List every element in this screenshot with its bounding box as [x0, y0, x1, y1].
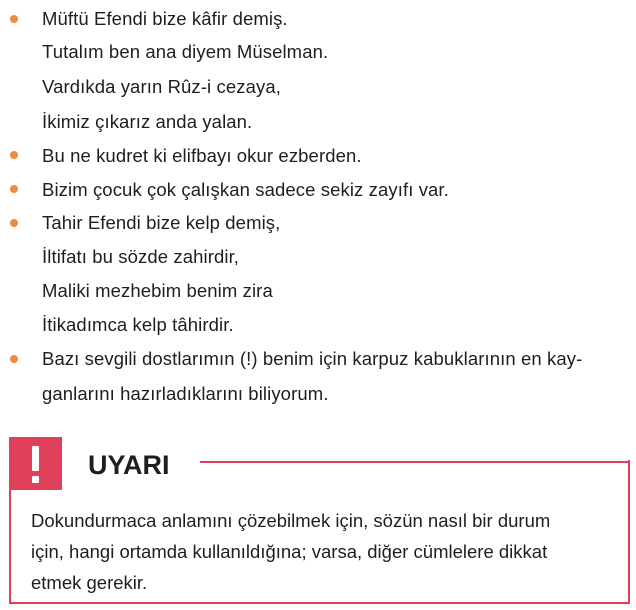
warning-title: UYARI: [88, 450, 170, 480]
exclamation-icon: [9, 437, 62, 490]
bullet-dot-icon: [10, 151, 18, 159]
verse-line: Tahir Efendi bize kelp demiş,: [42, 212, 281, 233]
bullet-dot-icon: [10, 185, 18, 193]
sentence-line: Bu ne kudret ki elifbayı okur ezberden.: [42, 145, 362, 166]
sentence-line: Bazı sevgili dostlarımın (!) benim için karpuz kabuklarının en kay-: [42, 348, 583, 369]
verse-line: Vardıkda yarın Rûz-i cezaya,: [42, 76, 281, 97]
bullet-dot-icon: [10, 219, 18, 227]
warning-divider: [200, 461, 630, 463]
warning-text-line: etmek gerekir.: [31, 572, 148, 593]
warning-text-line: için, hangi ortamda kullanıldığına; varsa, diğer cümlelere dikkat: [31, 541, 548, 562]
verse-line: İkimiz çıkarız anda yalan.: [42, 111, 253, 132]
bullet-dot-icon: [10, 355, 18, 363]
verse-line: Müftü Efendi bize kâfir demiş.: [42, 8, 288, 29]
sentence-line: Bizim çocuk çok çalışkan sadece sekiz zayıfı var.: [42, 179, 449, 200]
verse-line: Maliki mezhebim benim zira: [42, 280, 273, 301]
verse-line: Tutalım ben ana diyem Müselman.: [42, 41, 329, 62]
bullet-dot-icon: [10, 15, 18, 23]
verse-line: İltifatı bu sözde zahirdir,: [42, 246, 240, 267]
warning-text-line: Dokundurmaca anlamını çözebilmek için, sözün nasıl bir durum: [31, 510, 551, 531]
verse-line: İtikadımca kelp tâhirdir.: [42, 314, 234, 335]
sentence-line: ganlarını hazırladıklarını biliyorum.: [42, 383, 329, 404]
